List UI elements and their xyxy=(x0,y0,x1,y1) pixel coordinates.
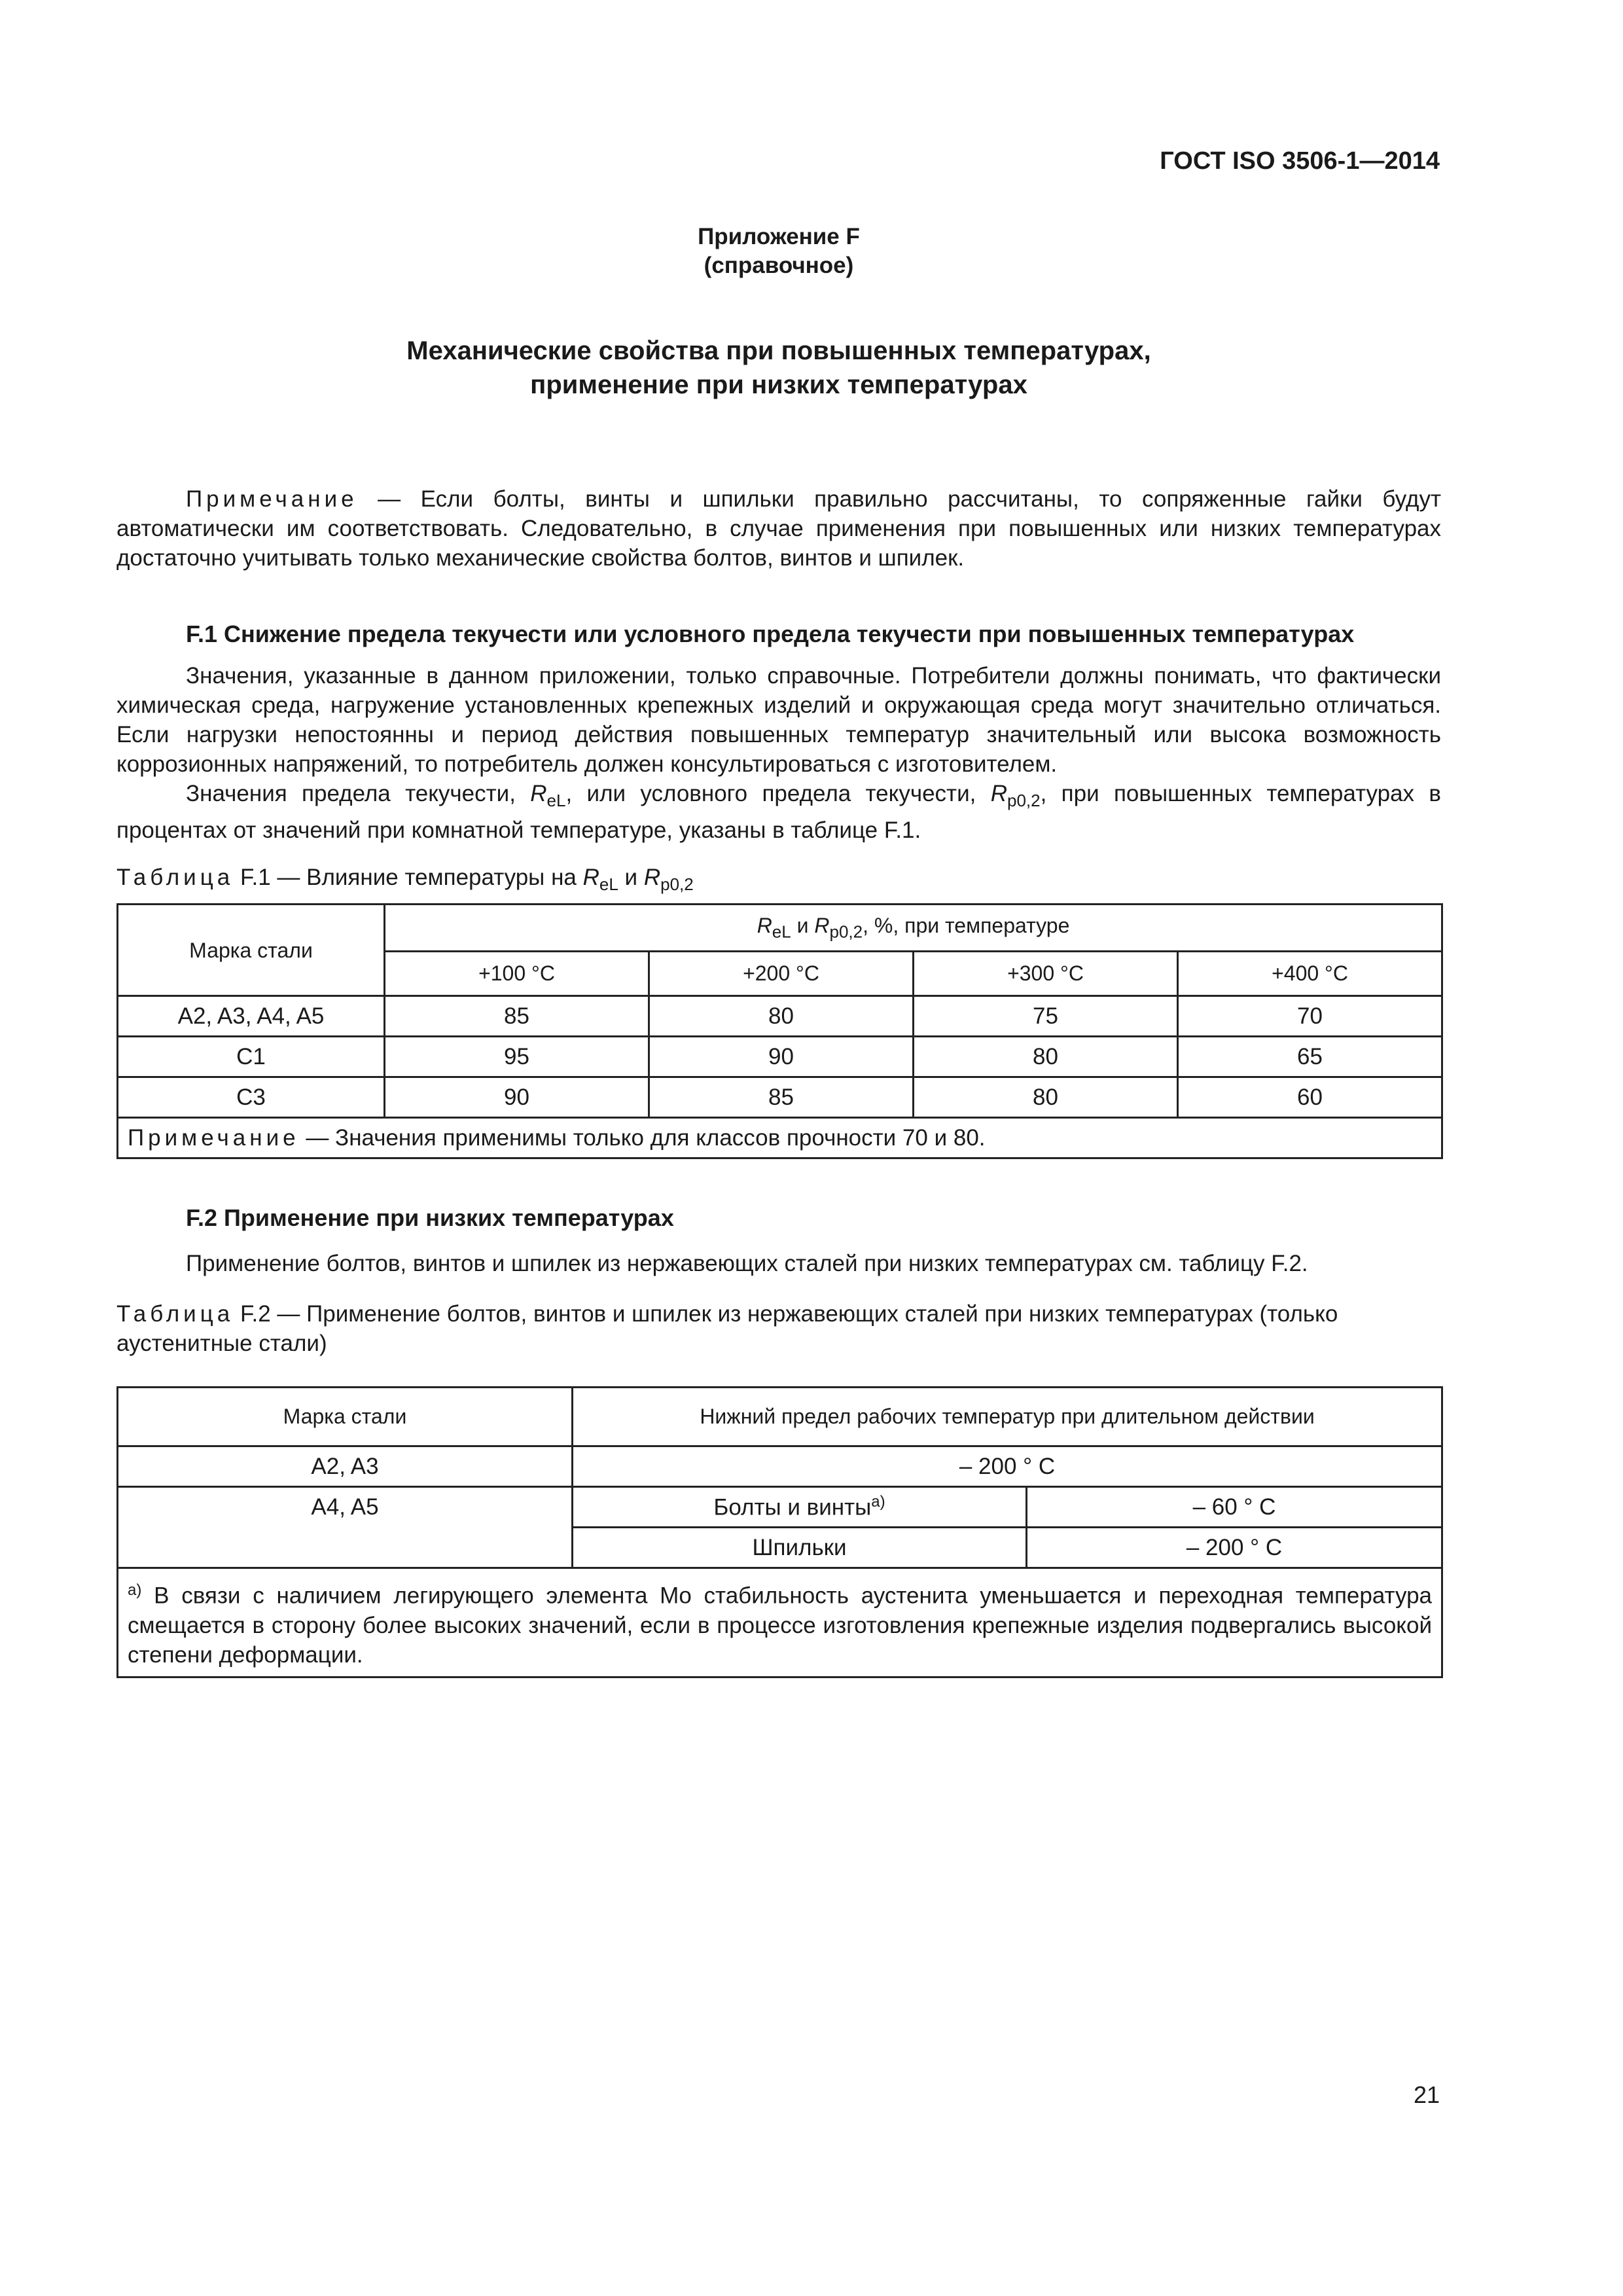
table-f1-temp: +300 °C xyxy=(914,952,1178,996)
document-code: ГОСТ ISO 3506-1—2014 xyxy=(1160,147,1440,175)
table-f2-caption: Таблица F.2 — Применение болтов, винтов и шпилек из нержавеющих сталей при низких температурах (только аустенитные стали) xyxy=(116,1301,1338,1356)
main-title-line1: Механические свойства при повышенных температурах, xyxy=(406,336,1151,365)
table-f1-header-main: $R_{eL}$ и $R_{p0,2}$, %, при температуре xyxy=(385,905,1442,952)
annex-heading xyxy=(116,223,1441,280)
table-f1-value: 60 xyxy=(1178,1077,1442,1118)
table-f1-value: 75 xyxy=(914,996,1178,1037)
table-f1-grade: C3 xyxy=(118,1077,385,1118)
table-f1-temp: +400 °C xyxy=(1178,952,1442,996)
section-f1-heading: F.1 Снижение предела текучести или условного предела текучести при повышенных температурах xyxy=(186,620,1355,647)
table-f1-grade: C1 xyxy=(118,1037,385,1077)
section-f1-body xyxy=(116,661,1441,845)
table-row xyxy=(118,1487,1442,1528)
main-title-line2: применение при низких температурах xyxy=(530,370,1027,399)
table-row xyxy=(118,1077,1442,1118)
table-f2-header-grade: Марка стали xyxy=(118,1388,573,1446)
table-f1-value: 80 xyxy=(914,1037,1178,1077)
table-f2 xyxy=(116,1386,1443,1678)
table-f2-value: – 60 ° C xyxy=(1027,1487,1442,1528)
table-f1-value: 70 xyxy=(1178,996,1442,1037)
table-f2-sublabel: Болты и винты$^{а)}$ xyxy=(573,1487,1027,1528)
table-f2-value: – 200 ° C xyxy=(1027,1528,1442,1568)
table-f1-value: 90 xyxy=(649,1037,914,1077)
section-f2-heading: F.2 Применение при низких температурах xyxy=(186,1204,674,1231)
page-number: 21 xyxy=(1413,2081,1440,2108)
table-row xyxy=(118,1037,1442,1077)
table-f1-value: 85 xyxy=(649,1077,914,1118)
table-f1-value: 95 xyxy=(385,1037,649,1077)
table-f1-value: 80 xyxy=(649,996,914,1037)
section-f1-para2: Значения предела текучести, $R_{eL}$, или условного предела текучести, $R_{p0,2}$, при повышенных температурах в процентах от значений при комнатной температуре, указаны в таблице F.1. xyxy=(116,781,1441,843)
table-f1-caption: Таблица F.1 — Влияние температуры на $R_{eL}$ и $R_{p0,2}$ xyxy=(116,865,694,894)
table-f1-value: 65 xyxy=(1178,1037,1442,1077)
table-f2-sublabel: Шпильки xyxy=(573,1528,1027,1568)
table-f2-value: – 200 ° C xyxy=(573,1446,1442,1487)
table-row xyxy=(118,996,1442,1037)
note-label: Примечание xyxy=(186,486,358,512)
table-f1-temp: +100 °C xyxy=(385,952,649,996)
table-f1-value: 85 xyxy=(385,996,649,1037)
annex-title: Приложение F xyxy=(698,224,860,249)
table-f1-grade: A2, A3, A4, A5 xyxy=(118,996,385,1037)
table-f1 xyxy=(116,903,1443,1159)
table-f2-grade: A2, A3 xyxy=(118,1446,573,1487)
main-title xyxy=(116,334,1441,402)
table-f1-header-grade: Марка стали xyxy=(118,905,385,996)
table-f2-header-limit: Нижний предел рабочих температур при длительном действии xyxy=(573,1388,1442,1446)
table-row xyxy=(118,1446,1442,1487)
table-f2-grade: A4, A5 xyxy=(118,1487,573,1568)
section-f1-para1: Значения, указанные в данном приложении, только справочные. Потребители должны понимать, что фактически химическая среда, нагружение установленных крепежных изделий и окружающая среда могут значительно отличаться. Если нагрузки непостоянны и период действия повышенных температур значительный или высока возможность коррозионных напряжений, то потребитель должен консультироваться с изготовителем. xyxy=(116,663,1441,777)
intro-note xyxy=(116,484,1441,573)
note-text: — Если болты, винты и шпильки правильно рассчитаны, то сопряженные гайки будут автоматически им соответствовать. Следовательно, в случае применения при повышенных или низких температурах достаточно учитывать только механические свойства болтов, винтов и шпилек. xyxy=(116,486,1441,571)
section-f2-para: Применение болтов, винтов и шпилек из нержавеющих сталей при низких температурах см. таблицу F.2. xyxy=(186,1251,1308,1276)
table-f1-temp: +200 °C xyxy=(649,952,914,996)
annex-subtitle: (справочное) xyxy=(704,253,854,278)
table-f1-note: Примечание — Значения применимы только для классов прочности 70 и 80. xyxy=(118,1118,1442,1158)
table-f1-value: 80 xyxy=(914,1077,1178,1118)
table-f1-value: 90 xyxy=(385,1077,649,1118)
table-f2-footnote: $^{а)}$ В связи с наличием легирующего элемента Mo стабильность аустенита уменьшается и переходная температура смещается в сторону более высоких значений, если в процессе изготовления крепежные изделия подвергались высокой степени деформации. xyxy=(118,1568,1442,1677)
